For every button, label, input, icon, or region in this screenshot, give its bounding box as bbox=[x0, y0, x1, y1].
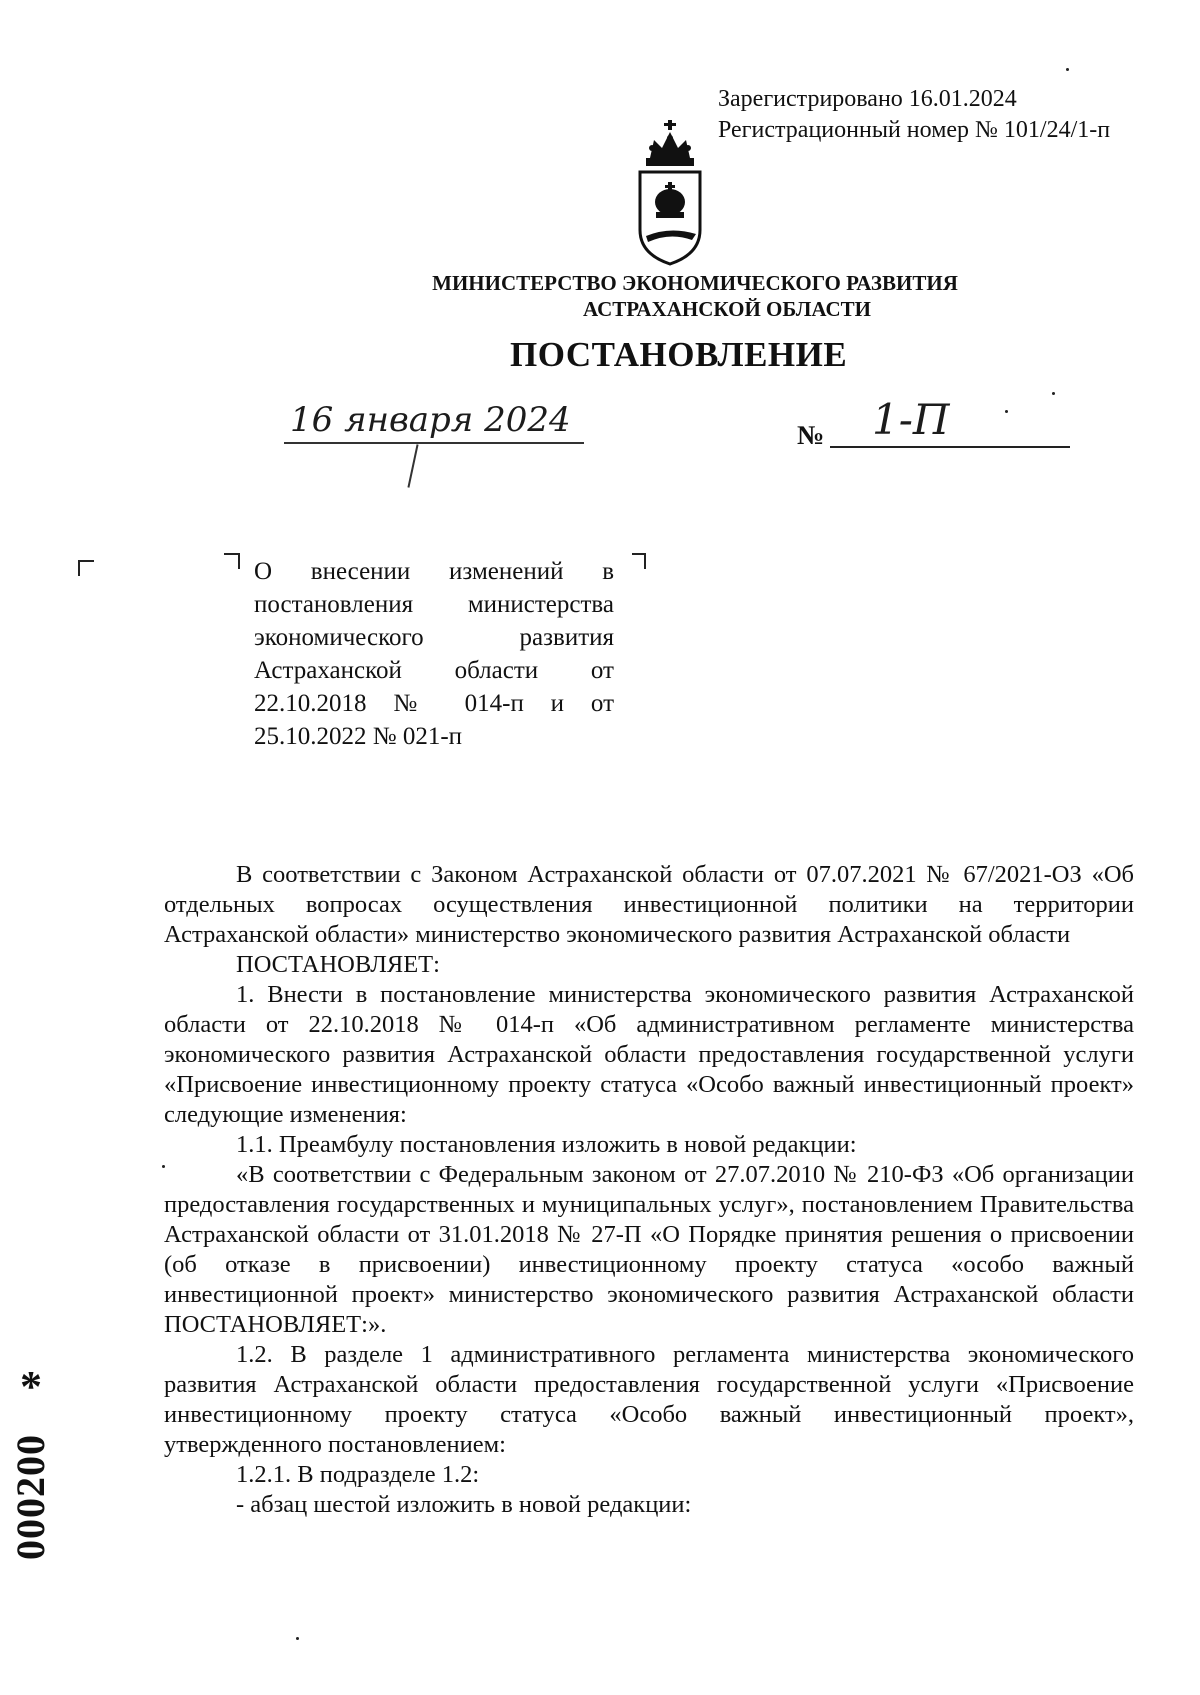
ministry-name-line1: МИНИСТЕРСТВО ЭКОНОМИЧЕСКОГО РАЗВИТИЯ bbox=[432, 271, 958, 295]
paragraph-resolves: ПОСТАНОВЛЯЕТ: bbox=[236, 951, 440, 978]
paragraph: 1.2.1. В подразделе 1.2: bbox=[236, 1461, 480, 1488]
paragraph: В соответствии с Законом Астраханской области от 07.07.2021 № 67/2021-ОЗ «Об отдельных вопросах осуществления инвестиционной политики на территории Астраханской области» министерство экономического развития Астраханской области bbox=[164, 861, 1134, 948]
scan-speck bbox=[162, 1165, 165, 1168]
side-serial-stamp: 000200 bbox=[8, 1434, 53, 1560]
corner-mark-left bbox=[78, 560, 94, 576]
paragraph: 1.1. Преамбулу постановления изложить в новой редакции: bbox=[236, 1131, 857, 1158]
coat-of-arms-emblem bbox=[632, 118, 708, 268]
date-pen-stroke bbox=[407, 444, 418, 487]
document-body bbox=[164, 860, 1134, 1520]
number-underline bbox=[830, 446, 1070, 448]
registration-number: Регистрационный номер № 101/24/1-п bbox=[718, 117, 1111, 143]
ministry-heading bbox=[0, 270, 1200, 322]
paragraph: 1. Внести в постановление министерства экономического развития Астраханской области от 22.10.2018 № 014-п «Об административном регламенте министерства экономического развития Астраханской области предоставления государственной услуги «Присвоение инвестиционному проекту статуса «Особо важный инвестиционный проект» следующие изменения: bbox=[164, 981, 1134, 1128]
handwritten-date: 16 января 2024 bbox=[290, 400, 571, 440]
ministry-name-line2: АСТРАХАНСКОЙ ОБЛАСТИ bbox=[582, 297, 872, 321]
document-subject bbox=[254, 555, 614, 753]
date-underline bbox=[284, 442, 584, 444]
number-label: № bbox=[797, 420, 825, 450]
subject-text: О внесении изменений в постановления министерства экономического развития Астраханской области от 22.10.2018 № 014-п и от 25.10.2022 № 021-п bbox=[254, 558, 614, 750]
corner-mark-subject-start bbox=[224, 553, 240, 569]
handwritten-number: 1-П bbox=[872, 395, 950, 444]
paragraph: - абзац шестой изложить в новой редакции: bbox=[236, 1491, 692, 1518]
document-type-title: ПОСТАНОВЛЕНИЕ bbox=[510, 335, 848, 374]
scan-speck bbox=[296, 1637, 299, 1640]
paragraph: «В соответствии с Федеральным законом от 27.07.2010 № 210-ФЗ «Об организации предоставления государственных и муниципальных услуг», постановлением Правительства Астраханской области от 31.01.2018 № 27-П «О Порядке принятия решения о присвоении (об отказе в присвоении) инвестиционному проекту статуса «особо важный инвестиционной проект» министерство экономического развития Астраханской области ПОСТАНОВЛЯЕТ:». bbox=[164, 1161, 1134, 1338]
scan-speck bbox=[1052, 392, 1055, 395]
paragraph: 1.2. В разделе 1 административного регламента министерства экономического развития Астраханской области предоставления государственной услуги «Присвоение инвестиционному проекту статуса «Особо важный инвестиционный проект», утвержденного постановлением: bbox=[164, 1341, 1134, 1458]
registration-stamp bbox=[718, 84, 1110, 146]
corner-mark-subject-end bbox=[632, 553, 646, 569]
scan-speck bbox=[1066, 68, 1069, 71]
side-stamp-star: * bbox=[20, 1362, 42, 1411]
scan-speck bbox=[1005, 410, 1008, 413]
registration-date: Зарегистрировано 16.01.2024 bbox=[718, 86, 1017, 112]
